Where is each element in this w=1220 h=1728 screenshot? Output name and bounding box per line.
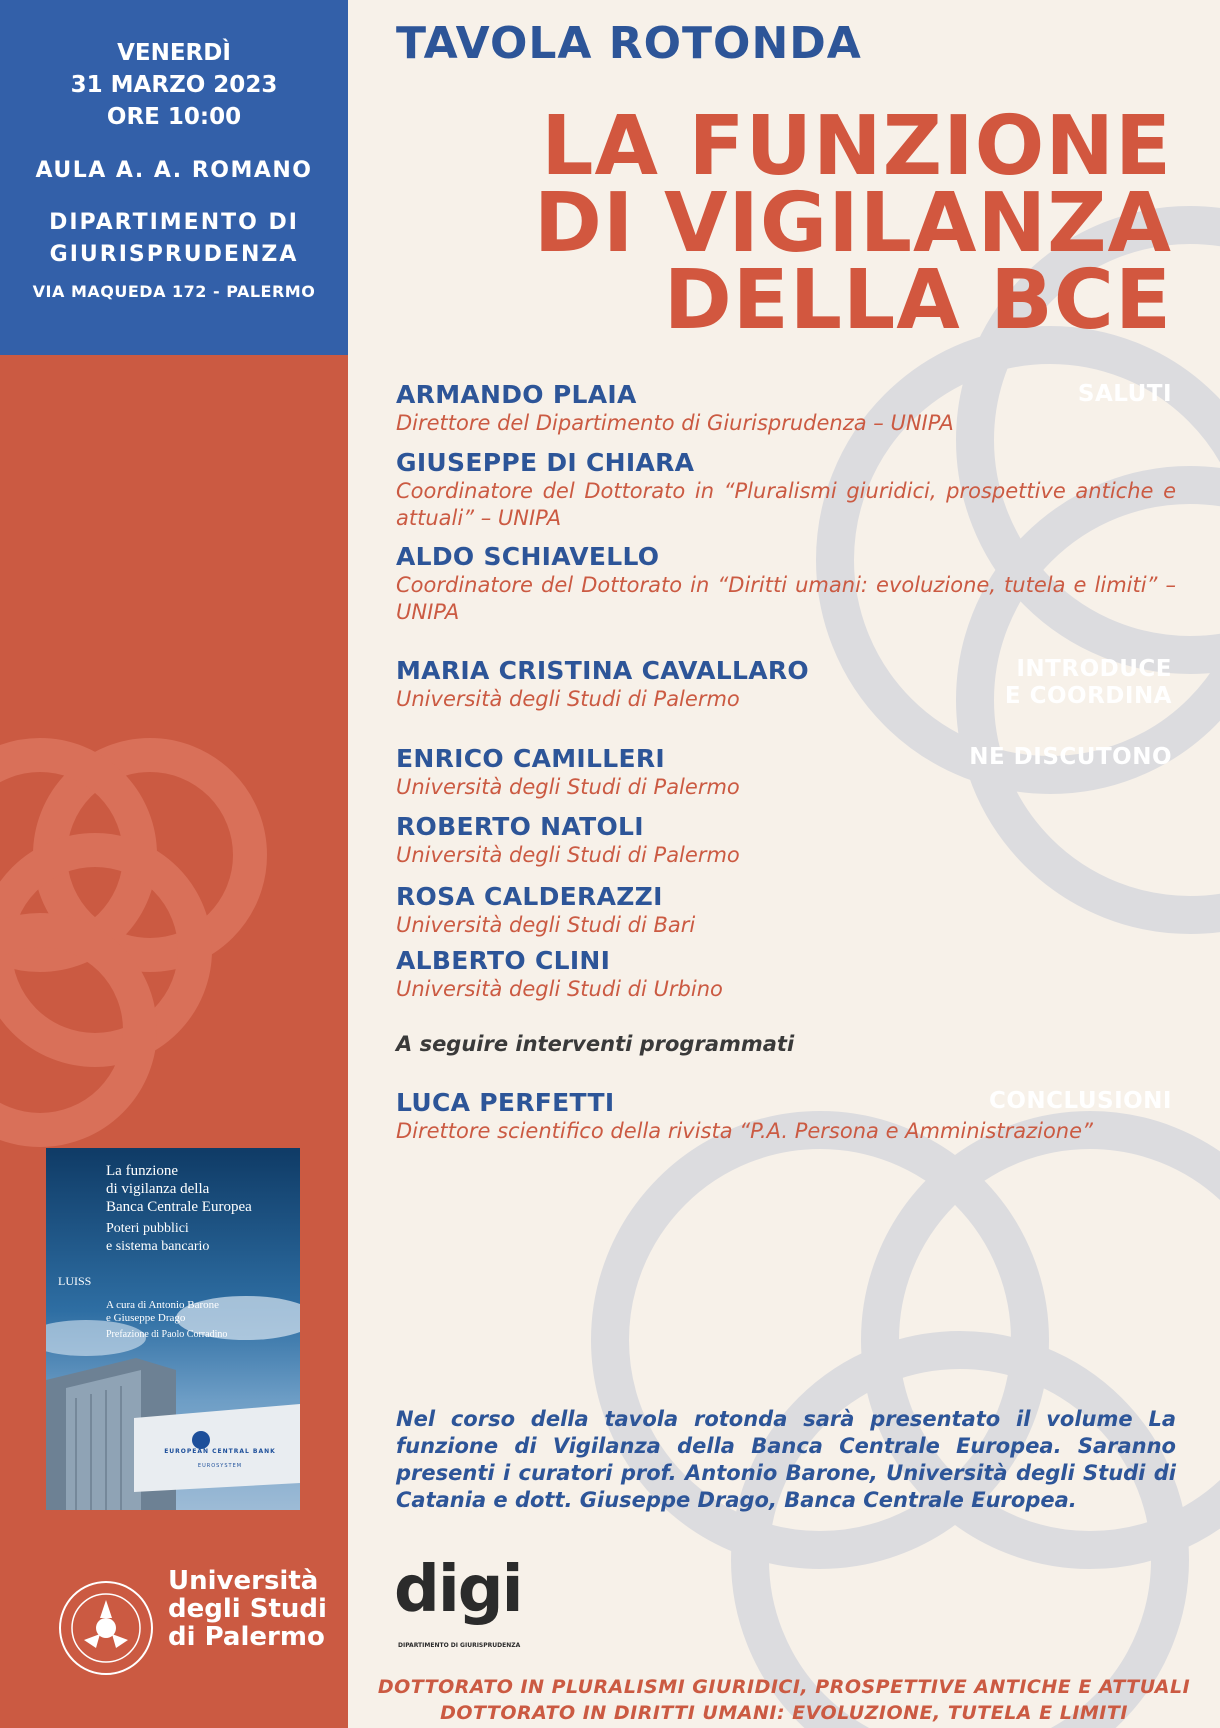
university-name-line3: di Palermo <box>168 1622 325 1652</box>
event-day: VENERDÌ <box>117 40 231 66</box>
book-title-line2: di vigilanza della <box>106 1181 210 1197</box>
speaker-role: Università degli Studi di Bari <box>396 913 696 937</box>
speaker-role: Direttore scientifico della rivista “P.A. Persona e Amministrazione” <box>396 1119 1093 1143</box>
speaker-name: MARIA CRISTINA CAVALLARO <box>396 656 809 685</box>
event-dept-line2: GIURISPRUDENZA <box>49 242 299 267</box>
book-title-line1: La funzione <box>106 1163 179 1179</box>
speaker-name: ALDO SCHIAVELLO <box>396 542 660 571</box>
speaker-role: Coordinatore del Dottorato in “Pluralismi giuridici, prospettive antiche e attuali” – UNIPA <box>396 479 1176 530</box>
book-sign-eurosystem: EUROSYSTEM <box>197 1463 243 1469</box>
speaker-name: ARMANDO PLAIA <box>396 380 637 409</box>
speaker-role: Università degli Studi di Palermo <box>396 687 740 711</box>
event-title-line3: DELLA BCE <box>663 253 1172 348</box>
book-cover <box>46 1148 300 1510</box>
speaker-name: ROSA CALDERAZZI <box>396 882 663 911</box>
section-introduce-line2: E COORDINA <box>1004 683 1172 709</box>
event-title-line1: LA FUNZIONE <box>541 99 1172 194</box>
speaker-name: ENRICO CAMILLERI <box>396 744 666 773</box>
university-seal-logo <box>56 1578 156 1678</box>
book-title-line3: Banca Centrale Europea <box>106 1199 252 1215</box>
book-editors-line2: e Giuseppe Drago <box>106 1312 186 1324</box>
event-time: ORE 10:00 <box>106 104 242 130</box>
event-address: VIA MAQUEDA 172 - PALERMO <box>32 282 316 301</box>
event-title <box>412 99 1172 348</box>
event-date: 31 MARZO 2023 <box>70 72 278 98</box>
event-room: AULA A. A. ROMANO <box>35 158 313 183</box>
event-dept-line1: DIPARTIMENTO DI <box>49 210 299 235</box>
university-name-line1: Università <box>168 1566 319 1596</box>
event-title-line2: DI VIGILANZA <box>533 176 1172 271</box>
digi-caption: DIPARTIMENTO DI GIURISPRUDENZA <box>398 1642 521 1649</box>
section-saluti: SALUTI <box>1077 381 1172 407</box>
section-discutono: NE DISCUTONO <box>969 744 1172 770</box>
event-kicker: TAVOLA ROTONDA <box>396 18 862 69</box>
speaker-role: Direttore del Dipartimento di Giurisprudenza – UNIPA <box>396 411 954 435</box>
book-editors-line1: A cura di Antonio Barone <box>106 1299 220 1311</box>
book-sign-ecb: EUROPEAN CENTRAL BANK <box>164 1448 276 1455</box>
footer-line1: DOTTORATO IN PLURALISMI GIURIDICI, PROSPETTIVE ANTICHE E ATTUALI <box>377 1676 1191 1698</box>
speaker-role: Coordinatore del Dottorato in “Diritti umani: evoluzione, tutela e limiti” – UNIPA <box>396 573 1176 624</box>
university-name-line2: degli Studi <box>168 1594 327 1624</box>
speaker-role: Università degli Studi di Palermo <box>396 775 740 799</box>
section-conclusioni: CONCLUSIONI <box>988 1088 1172 1114</box>
speaker-role: Università degli Studi di Urbino <box>396 977 723 1001</box>
speaker-name: LUCA PERFETTI <box>396 1088 615 1117</box>
book-preface: Prefazione di Paolo Corradino <box>106 1329 228 1340</box>
digi-logo: digi <box>394 1553 522 1627</box>
followup-note: A seguire interventi programmati <box>396 1032 795 1056</box>
speaker-name: ROBERTO NATOLI <box>396 812 644 841</box>
book-publisher: LUISS <box>58 1274 92 1288</box>
section-introduce-line1: INTRODUCE <box>1016 656 1172 682</box>
speaker-name: ALBERTO CLINI <box>396 946 611 975</box>
footer-line2: DOTTORATO IN DIRITTI UMANI: EVOLUZIONE, TUTELA E LIMITI <box>440 1702 1128 1724</box>
book-subtitle-line1: Poteri pubblici <box>106 1221 189 1236</box>
book-subtitle-line2: e sistema bancario <box>106 1239 210 1254</box>
speaker-name: GIUSEPPE DI CHIARA <box>396 448 695 477</box>
speaker-role: Università degli Studi di Palermo <box>396 843 740 867</box>
presentation-note: Nel corso della tavola rotonda sarà presentato il volume La funzione di Vigilanza della Banca Centrale Europea. Saranno presenti i curatori prof. Antonio Barone, Università degli Studi di Catania e dott. Giuseppe Drago, Banca Centrale Europea. <box>396 1407 1176 1512</box>
